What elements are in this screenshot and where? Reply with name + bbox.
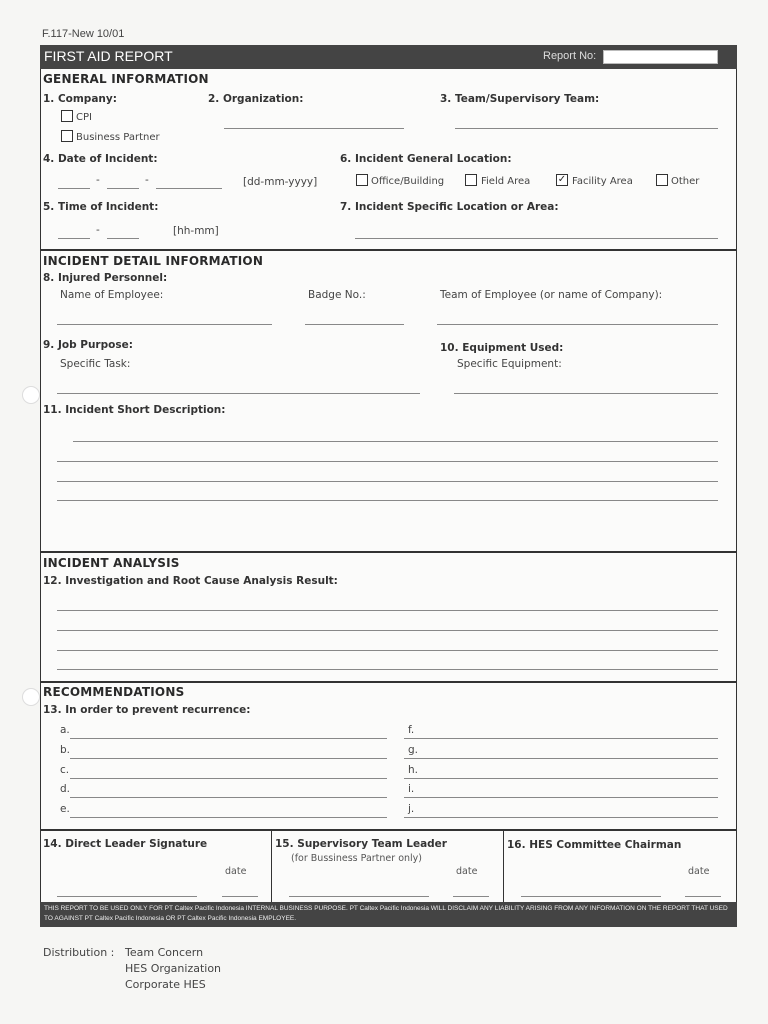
specific-equipment-label: Specific Equipment: bbox=[457, 358, 562, 370]
direct-leader-date-field[interactable] bbox=[222, 896, 258, 897]
report-no-label: Report No: bbox=[543, 50, 597, 62]
other-label: Other bbox=[671, 176, 700, 187]
office-building-label: Office/Building bbox=[371, 176, 445, 187]
specific-location-field[interactable] bbox=[355, 238, 718, 239]
prevent-recurrence-label: 13. In order to prevent recurrence: bbox=[43, 704, 251, 716]
specific-location-label: 7. Incident Specific Location or Area: bbox=[340, 201, 559, 213]
description-line-3[interactable] bbox=[57, 481, 718, 482]
specific-task-field[interactable] bbox=[57, 393, 420, 394]
recommendation-f-label: f. bbox=[408, 724, 415, 736]
description-line-2[interactable] bbox=[57, 461, 718, 462]
hes-chairman-signature-field[interactable] bbox=[521, 896, 661, 897]
company-label: 1. Company: bbox=[43, 93, 117, 105]
recommendation-f-field[interactable] bbox=[404, 738, 718, 739]
time-hour-field[interactable] bbox=[58, 238, 90, 239]
direct-leader-label: 14. Direct Leader Signature bbox=[43, 838, 208, 850]
date-month-field[interactable] bbox=[107, 188, 139, 189]
hes-chairman-label: 16. HES Committee Chairman bbox=[507, 839, 682, 851]
analysis-line-1[interactable] bbox=[57, 610, 718, 611]
title-bar bbox=[40, 45, 737, 69]
cpi-label: CPI bbox=[76, 112, 92, 123]
recommendation-c-label: c. bbox=[60, 764, 70, 776]
recommendation-h-field[interactable] bbox=[404, 778, 718, 779]
recommendation-h-label: h. bbox=[408, 764, 418, 776]
time-minute-field[interactable] bbox=[107, 238, 139, 239]
supervisory-date-label: date bbox=[456, 866, 478, 877]
recommendation-c-field[interactable] bbox=[70, 778, 387, 779]
description-line-4[interactable] bbox=[57, 500, 718, 501]
time-dash: - bbox=[96, 224, 100, 236]
badge-no-label: Badge No.: bbox=[308, 289, 366, 301]
analysis-line-2[interactable] bbox=[57, 630, 718, 631]
date-day-field[interactable] bbox=[58, 188, 90, 189]
team-of-employee-label: Team of Employee (or name of Company): bbox=[440, 289, 663, 301]
direct-leader-date-label: date bbox=[225, 866, 247, 877]
recommendation-e-field[interactable] bbox=[70, 817, 387, 818]
date-dash-1: - bbox=[96, 174, 100, 186]
signature-divider-2 bbox=[503, 830, 504, 902]
date-year-field[interactable] bbox=[156, 188, 222, 189]
punch-hole bbox=[22, 386, 40, 404]
incident-analysis-heading: INCIDENT ANALYSIS bbox=[43, 556, 180, 570]
distribution-item: HES Organization bbox=[125, 962, 222, 975]
date-dash-2: - bbox=[145, 174, 149, 186]
date-of-incident-label: 4. Date of Incident: bbox=[43, 153, 158, 165]
specific-task-label: Specific Task: bbox=[60, 358, 131, 370]
recommendation-i-label: i. bbox=[408, 783, 415, 795]
divider-analysis-recommendations bbox=[40, 681, 737, 683]
time-format-hint: [hh-mm] bbox=[173, 225, 219, 237]
recommendation-a-field[interactable] bbox=[70, 738, 387, 739]
punch-hole bbox=[22, 688, 40, 706]
recommendation-b-label: b. bbox=[60, 744, 71, 756]
supervisory-leader-note: (for Bussiness Partner only) bbox=[291, 853, 422, 864]
recommendation-g-label: g. bbox=[408, 744, 419, 756]
recommendation-e-label: e. bbox=[60, 803, 70, 815]
team-field[interactable] bbox=[455, 128, 718, 129]
badge-no-field[interactable] bbox=[305, 324, 404, 325]
divider-general-detail bbox=[40, 249, 737, 251]
recommendation-i-field[interactable] bbox=[404, 797, 718, 798]
business-partner-checkbox[interactable] bbox=[61, 130, 73, 142]
check-icon: ✓ bbox=[557, 174, 567, 185]
hes-chairman-date-field[interactable] bbox=[685, 896, 721, 897]
report-no-field[interactable] bbox=[603, 50, 718, 64]
general-information-heading: GENERAL INFORMATION bbox=[43, 72, 209, 86]
business-partner-label: Business Partner bbox=[76, 132, 160, 143]
incident-description-label: 11. Incident Short Description: bbox=[43, 404, 226, 416]
recommendation-d-field[interactable] bbox=[70, 797, 387, 798]
job-purpose-label: 9. Job Purpose: bbox=[43, 339, 133, 351]
distribution-item: Corporate HES bbox=[125, 978, 206, 991]
analysis-line-3[interactable] bbox=[57, 650, 718, 651]
field-area-checkbox[interactable] bbox=[465, 174, 477, 186]
incident-detail-heading: INCIDENT DETAIL INFORMATION bbox=[43, 254, 264, 268]
employee-name-field[interactable] bbox=[57, 324, 272, 325]
divider-recommendations-signatures bbox=[40, 829, 737, 831]
disclaimer-bar: THIS REPORT TO BE USED ONLY FOR PT Caltex Pacific Indonesia INTERNAL BUSINESS PURPOSE. PT Caltex Pacific Indonesia WILL DISCLAIM ANY LIABILITY ARISING FROM ANY INFORMATION ON THE REPORT THAT USED TO AGAINST PT Caltex Pacific Indonesia OR PT Caltex Pacific Indonesia EMPLOYEE. bbox=[40, 902, 737, 927]
form-code: F.117-New 10/01 bbox=[42, 28, 125, 40]
other-checkbox[interactable] bbox=[656, 174, 668, 186]
signature-divider-1 bbox=[271, 830, 272, 902]
supervisory-leader-label: 15. Supervisory Team Leader bbox=[275, 838, 447, 850]
divider-detail-analysis bbox=[40, 551, 737, 553]
description-line-1[interactable] bbox=[73, 441, 718, 442]
investigation-label: 12. Investigation and Root Cause Analysis Result: bbox=[43, 575, 338, 587]
direct-leader-signature-field[interactable] bbox=[57, 896, 197, 897]
specific-equipment-field[interactable] bbox=[454, 393, 718, 394]
hes-chairman-date-label: date bbox=[688, 866, 710, 877]
time-of-incident-label: 5. Time of Incident: bbox=[43, 201, 159, 213]
recommendation-g-field[interactable] bbox=[404, 758, 718, 759]
distribution-label: Distribution : bbox=[43, 946, 115, 959]
office-building-checkbox[interactable] bbox=[356, 174, 368, 186]
supervisory-signature-field[interactable] bbox=[289, 896, 429, 897]
distribution-item: Team Concern bbox=[125, 946, 204, 959]
recommendation-j-field[interactable] bbox=[404, 817, 718, 818]
injured-personnel-label: 8. Injured Personnel: bbox=[43, 272, 168, 284]
recommendation-j-label: j. bbox=[408, 803, 415, 815]
organization-field[interactable] bbox=[224, 128, 404, 129]
employee-name-label: Name of Employee: bbox=[60, 289, 164, 301]
team-label: 3. Team/Supervisory Team: bbox=[440, 93, 600, 105]
recommendations-heading: RECOMMENDATIONS bbox=[43, 685, 185, 699]
supervisory-date-field[interactable] bbox=[453, 896, 489, 897]
date-format-hint: [dd-mm-yyyy] bbox=[243, 176, 318, 188]
facility-area-checkbox[interactable] bbox=[556, 174, 568, 186]
organization-label: 2. Organization: bbox=[208, 93, 304, 105]
analysis-line-4[interactable] bbox=[57, 669, 718, 670]
recommendation-a-label: a. bbox=[60, 724, 70, 736]
page-title: FIRST AID REPORT bbox=[44, 48, 173, 64]
team-of-employee-field[interactable] bbox=[437, 324, 718, 325]
general-location-label: 6. Incident General Location: bbox=[340, 153, 512, 165]
recommendation-b-field[interactable] bbox=[70, 758, 387, 759]
facility-area-label: Facility Area bbox=[572, 176, 633, 187]
recommendation-d-label: d. bbox=[60, 783, 71, 795]
cpi-checkbox[interactable] bbox=[61, 110, 73, 122]
field-area-label: Field Area bbox=[481, 176, 531, 187]
equipment-used-label: 10. Equipment Used: bbox=[440, 342, 564, 354]
